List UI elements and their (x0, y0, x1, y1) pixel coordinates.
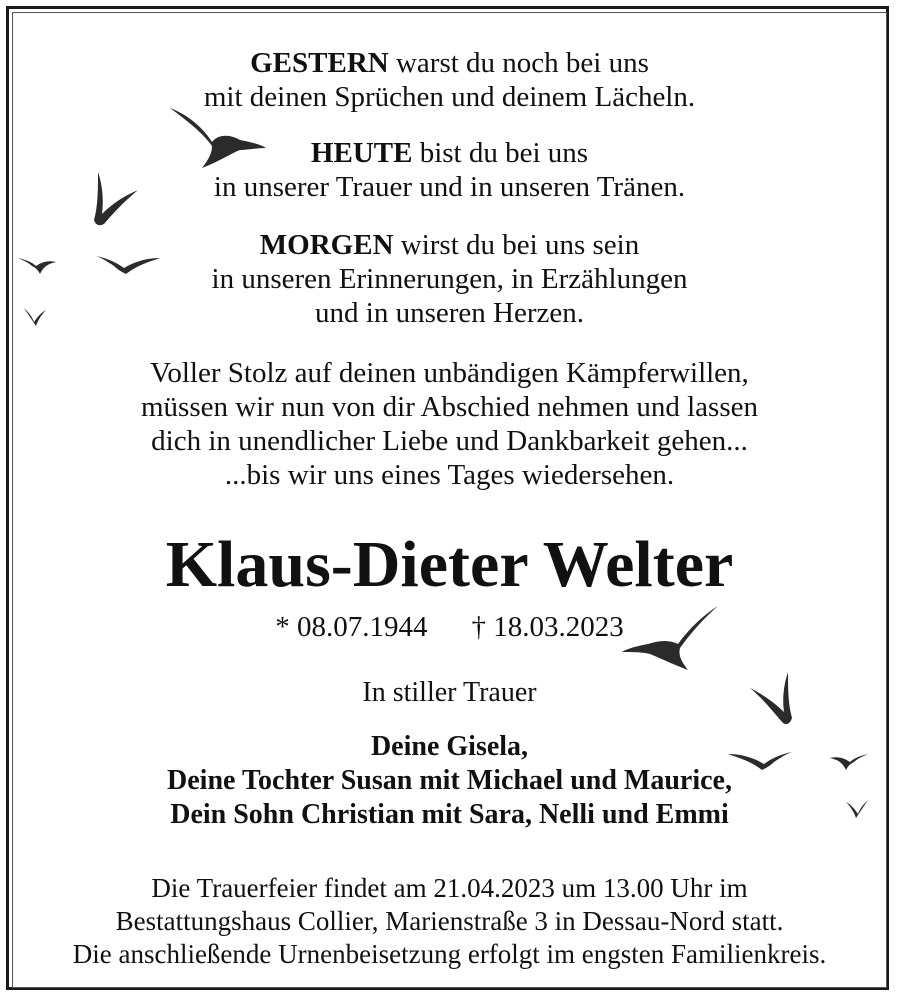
poem-stanza-today (0, 136, 899, 204)
stanza-first-line (0, 46, 899, 80)
funeral-line: Die Trauerfeier findet am 21.04.2023 um 13.00 Uhr im (151, 873, 748, 903)
stanza-line: in unserer Trauer und in unseren Tränen. (213, 171, 686, 203)
farewell-line: dich in unendlicher Liebe und Dankbarkeit gehen... (151, 425, 748, 457)
stanza-first-line (0, 228, 899, 262)
family-member: Dein Sohn Christian mit Sara, Nelli und Emmi (170, 799, 729, 830)
stanza-first-line (0, 136, 899, 170)
stanza-keyword: HEUTE (310, 137, 413, 169)
funeral-line: Bestattungshaus Collier, Marienstraße 3 in Dessau-Nord statt. (115, 906, 784, 936)
family-list (0, 730, 899, 832)
stanza-text: wirst du bei uns sein (393, 229, 640, 261)
life-dates (0, 610, 899, 644)
stanza-text: bist du bei uns (412, 137, 589, 169)
stanza-line: in unseren Erinnerungen, in Erzählungen (211, 263, 688, 295)
mourning-label: In stiller Trauer (362, 677, 537, 708)
poem-stanza-yesterday (0, 46, 899, 114)
farewell-line: müssen wir nun von dir Abschied nehmen und lassen (141, 391, 758, 423)
farewell-line: ...bis wir uns eines Tages wiedersehen. (224, 459, 675, 491)
funeral-info (0, 872, 899, 971)
farewell-line: Voller Stolz auf deinen unbändigen Kämpferwillen, (150, 357, 749, 389)
family-member: Deine Tochter Susan mit Michael und Maurice, (167, 765, 732, 796)
deceased-name: Klaus-Dieter Welter (165, 528, 734, 601)
stanza-keyword: GESTERN (250, 47, 389, 79)
funeral-line: Die anschließende Urnenbeisetzung erfolgt im engsten Familienkreis. (72, 939, 827, 969)
stanza-keyword: MORGEN (259, 229, 394, 261)
stanza-text: warst du noch bei uns (388, 47, 649, 79)
death-date: † 18.03.2023 (471, 611, 624, 643)
farewell-text (0, 356, 899, 492)
birth-date: * 08.07.1944 (275, 611, 428, 643)
stanza-line: mit deinen Sprüchen und deinem Lächeln. (203, 81, 696, 113)
stanza-line: und in unseren Herzen. (315, 297, 584, 329)
family-member: Deine Gisela, (370, 731, 529, 762)
poem-stanza-tomorrow (0, 228, 899, 330)
